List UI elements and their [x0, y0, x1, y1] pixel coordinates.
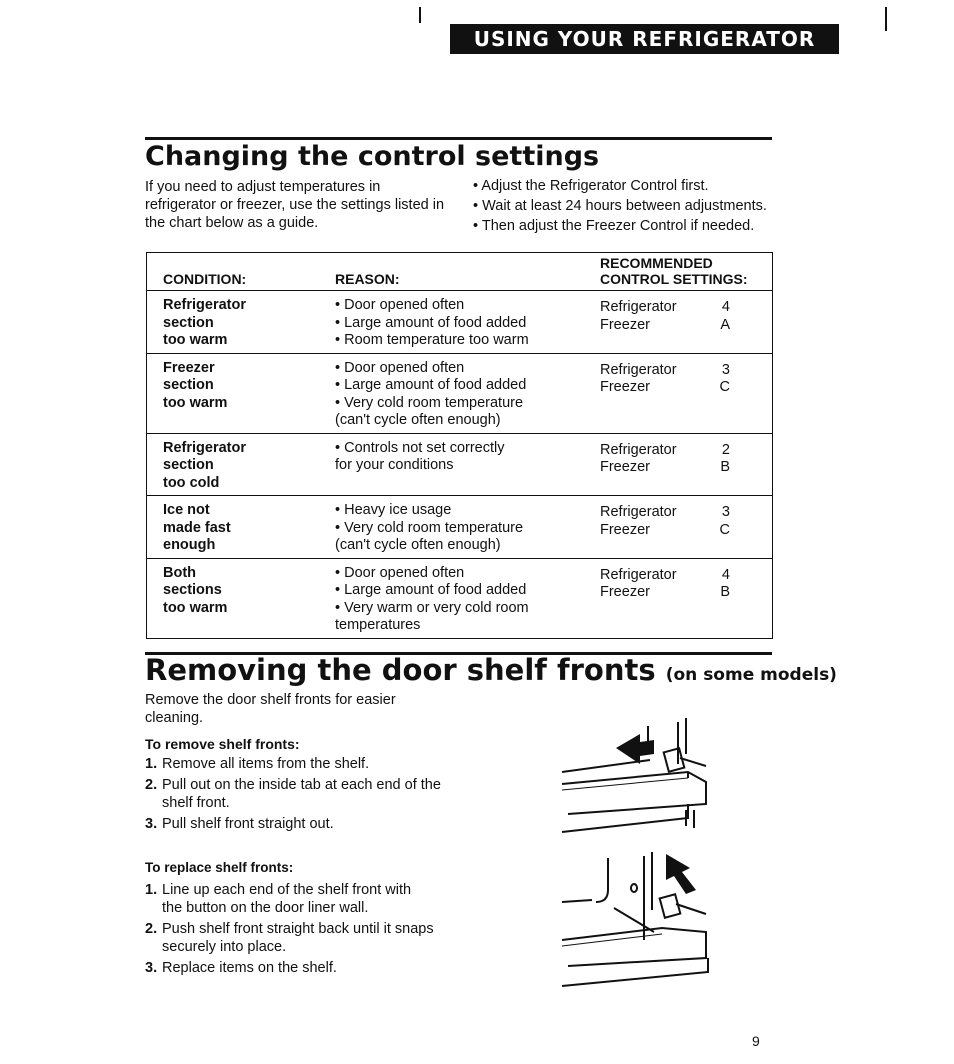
reason-line: • Door opened often — [335, 360, 578, 378]
setting-value: A — [720, 316, 730, 333]
section-rule — [145, 137, 772, 140]
settings-cell — [584, 558, 773, 638]
step-item — [145, 755, 445, 773]
control-settings-table — [146, 252, 773, 639]
header-condition: CONDITION: — [147, 253, 328, 291]
step-number: 3. — [145, 816, 158, 832]
setting-label: Freezer — [600, 584, 650, 600]
table-row — [147, 433, 773, 496]
setting-value: 4 — [721, 566, 730, 583]
condition-line: too warm — [163, 599, 228, 616]
condition-cell — [147, 433, 328, 496]
page-number: 9 — [752, 1033, 760, 1049]
remove-heading: To remove shelf fronts: — [145, 736, 300, 752]
condition-line: too cold — [163, 474, 220, 491]
condition-cell — [147, 558, 328, 638]
step-item — [145, 776, 445, 812]
setting-value: B — [720, 584, 730, 600]
setting-row — [600, 317, 730, 335]
reason-line: • Large amount of food added — [335, 582, 578, 600]
step-text: Line up each end of the shelf front with the button on the door liner wall. — [162, 882, 412, 916]
setting-label: Freezer — [600, 459, 650, 475]
setting-row — [600, 459, 730, 477]
step-number: 2. — [145, 921, 158, 937]
setting-row — [600, 299, 730, 317]
adjustment-tips — [473, 176, 793, 236]
settings-cell — [584, 291, 773, 354]
condition-cell — [147, 496, 328, 559]
condition-line: enough — [163, 537, 216, 553]
reason-cell — [327, 496, 584, 559]
settings-cell — [584, 433, 773, 496]
reason-line: for your conditions — [335, 457, 454, 473]
setting-label: Freezer — [600, 379, 650, 395]
reason-line: • Very cold room temperature — [335, 395, 578, 413]
reason-cell — [327, 433, 584, 496]
replace-shelf-illustration — [558, 850, 718, 990]
reason-line: • Door opened often — [335, 565, 578, 583]
reason-line: • Door opened often — [335, 297, 578, 315]
step-number: 1. — [145, 882, 158, 898]
setting-row — [600, 522, 730, 540]
setting-label: Freezer — [600, 316, 650, 333]
header-settings-line2: CONTROL SETTINGS: — [600, 271, 748, 287]
header-settings — [584, 253, 773, 291]
setting-row — [600, 362, 730, 380]
header-tick-left — [419, 7, 421, 23]
section-title-text: Removing the door shelf fronts — [145, 653, 656, 687]
settings-cell — [584, 353, 773, 433]
header-reason: REASON: — [327, 253, 584, 291]
section-banner: USING YOUR REFRIGERATOR — [450, 24, 839, 54]
step-number: 3. — [145, 960, 158, 976]
step-text: Pull shelf front straight out. — [162, 816, 334, 832]
table-row — [147, 353, 773, 433]
setting-row — [600, 379, 730, 397]
step-item — [145, 920, 435, 956]
page-title: Changing the control settings — [145, 141, 600, 172]
setting-label: Refrigerator — [600, 441, 677, 458]
condition-line: too warm — [163, 394, 228, 411]
setting-row — [600, 504, 730, 522]
setting-label: Refrigerator — [600, 361, 677, 378]
setting-value: 3 — [721, 504, 730, 520]
condition-cell — [147, 353, 328, 433]
reason-line: temperatures — [335, 617, 421, 633]
reason-line: (can't cycle often enough) — [335, 537, 501, 553]
condition-line: section — [163, 457, 214, 473]
setting-row — [600, 442, 730, 460]
table-row — [147, 558, 773, 638]
table-row — [147, 496, 773, 559]
step-item — [145, 881, 435, 917]
section-title-note: (on some models) — [665, 665, 837, 685]
step-number: 2. — [145, 777, 158, 793]
header-tick-right — [885, 7, 887, 31]
setting-value: B — [720, 459, 730, 475]
reason-cell — [327, 558, 584, 638]
setting-value: 4 — [721, 299, 730, 315]
intro-text: If you need to adjust temperatures in refrigerator or freezer, use the settings listed in the chart below as a guide. — [145, 179, 445, 231]
reason-line: • Room temperature too warm — [335, 332, 578, 350]
shelf-intro: Remove the door shelf fronts for easier cleaning. — [145, 692, 396, 726]
step-number: 1. — [145, 756, 158, 772]
condition-line: too warm — [163, 332, 228, 348]
step-text: Remove all items from the shelf. — [162, 756, 370, 772]
reason-line: • Heavy ice usage — [335, 502, 578, 520]
tip-item: • Then adjust the Freezer Control if needed. — [473, 216, 793, 236]
reason-cell — [327, 353, 584, 433]
setting-value: 3 — [721, 361, 730, 378]
step-item — [145, 959, 435, 977]
condition-line: sections — [163, 582, 222, 598]
condition-line: Both — [163, 564, 197, 581]
reason-cell — [327, 291, 584, 354]
replace-heading: To replace shelf fronts: — [145, 860, 294, 875]
reason-line: • Large amount of food added — [335, 377, 578, 395]
reason-line: • Very warm or very cold room — [335, 600, 578, 618]
setting-label: Refrigerator — [600, 299, 677, 315]
step-text: Push shelf front straight back until it snaps securely into place. — [162, 921, 434, 955]
setting-row — [600, 567, 730, 585]
condition-line: section — [163, 377, 214, 393]
condition-line: Refrigerator — [163, 439, 246, 456]
reason-line: • Controls not set correctly — [335, 440, 578, 458]
setting-value: C — [719, 379, 730, 395]
condition-line: made fast — [163, 519, 231, 536]
condition-line: Freezer — [163, 359, 215, 376]
condition-line: section — [163, 314, 214, 331]
condition-line: Ice not — [163, 502, 210, 518]
setting-row — [600, 584, 730, 602]
header-settings-line1: RECOMMENDED — [600, 255, 713, 271]
reason-line: (can't cycle often enough) — [335, 412, 501, 428]
table-row — [147, 291, 773, 354]
setting-value: 2 — [721, 441, 730, 458]
remove-steps — [145, 755, 445, 833]
section-title — [145, 653, 837, 687]
replace-steps — [145, 881, 435, 977]
step-text: Replace items on the shelf. — [162, 960, 337, 976]
setting-label: Refrigerator — [600, 566, 677, 583]
remove-shelf-illustration — [558, 714, 718, 838]
tip-item: • Adjust the Refrigerator Control first. — [473, 176, 793, 196]
step-item — [145, 815, 445, 833]
table-header-row — [147, 253, 773, 291]
settings-cell — [584, 496, 773, 559]
tip-item: • Wait at least 24 hours between adjustments. — [473, 196, 793, 216]
setting-label: Refrigerator — [600, 504, 677, 520]
setting-value: C — [719, 521, 730, 538]
reason-line: • Large amount of food added — [335, 315, 578, 333]
setting-label: Freezer — [600, 521, 650, 538]
reason-line: • Very cold room temperature — [335, 520, 578, 538]
condition-line: Refrigerator — [163, 297, 246, 313]
condition-cell — [147, 291, 328, 354]
step-text: Pull out on the inside tab at each end of the shelf front. — [162, 777, 441, 811]
